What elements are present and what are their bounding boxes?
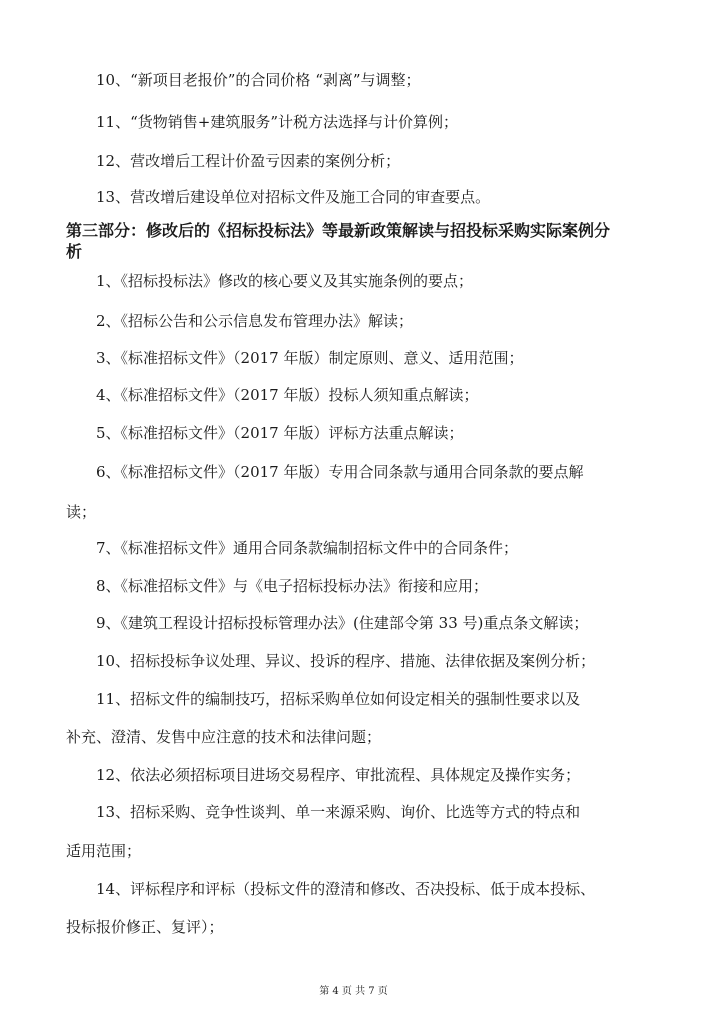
list-item: 7、《标准招标文件》通用合同条款编制招标文件中的合同条件； xyxy=(96,539,519,557)
list-item: 1、《招标投标法》修改的核心要义及其实施条例的要点； xyxy=(96,272,474,290)
list-item: 5、《标准招标文件》（2017 年版）评标方法重点解读； xyxy=(96,424,464,442)
list-item: 10、“新项目老报价”的合同价格 “剥离”与调整； xyxy=(96,71,421,89)
list-item: 13、营改增后建设单位对招标文件及施工合同的审查要点。 xyxy=(96,188,491,206)
list-item-continuation: 投标报价修正、复评）； xyxy=(66,918,224,936)
list-item: 6、《标准招标文件》（2017 年版）专用合同条款与通用合同条款的要点解 xyxy=(96,463,584,481)
list-item: 3、《标准招标文件》（2017 年版）制定原则、意义、适用范围； xyxy=(96,349,524,367)
list-item: 9、《建筑工程设计招标投标管理办法》(住建部令第 33 号)重点条文解读； xyxy=(96,614,589,632)
section-heading-line: 析 xyxy=(66,242,83,261)
section-heading-line: 第三部分：修改后的《招标投标法》等最新政策解读与招投标采购实际案例分 xyxy=(66,221,611,240)
list-item: 8、《标准招标文件》与《电子招标投标办法》衔接和应用； xyxy=(96,577,489,595)
list-item-continuation: 补充、澄清、发售中应注意的技术和法律问题； xyxy=(66,728,382,746)
list-item: 12、依法必须招标项目进场交易程序、审批流程、具体规定及操作实务； xyxy=(96,766,581,784)
list-item: 13、招标采购、竞争性谈判、单一来源采购、询价、比选等方式的特点和 xyxy=(96,803,581,821)
list-item: 11、“货物销售+建筑服务”计税方法选择与计价算例； xyxy=(96,113,458,131)
section-heading xyxy=(66,220,656,262)
page-number-footer: 第 4 页 共 7 页 xyxy=(319,986,388,997)
list-item: 12、营改增后工程计价盈亏因素的案例分析； xyxy=(96,152,401,170)
list-item-continuation: 适用范围； xyxy=(66,842,142,860)
list-item: 4、《标准招标文件》（2017 年版）投标人须知重点解读； xyxy=(96,386,479,404)
list-item: 11、招标文件的编制技巧，招标采购单位如何设定相关的强制性要求以及 xyxy=(96,690,581,708)
list-item: 14、评标程序和评标（投标文件的澄清和修改、否决投标、低于成本投标、 xyxy=(96,880,596,898)
list-item: 10、招标投标争议处理、异议、投诉的程序、措施、法律依据及案例分析； xyxy=(96,652,596,670)
list-item-continuation: 读； xyxy=(66,503,97,521)
list-item: 2、《招标公告和公示信息发布管理办法》解读； xyxy=(96,312,414,330)
